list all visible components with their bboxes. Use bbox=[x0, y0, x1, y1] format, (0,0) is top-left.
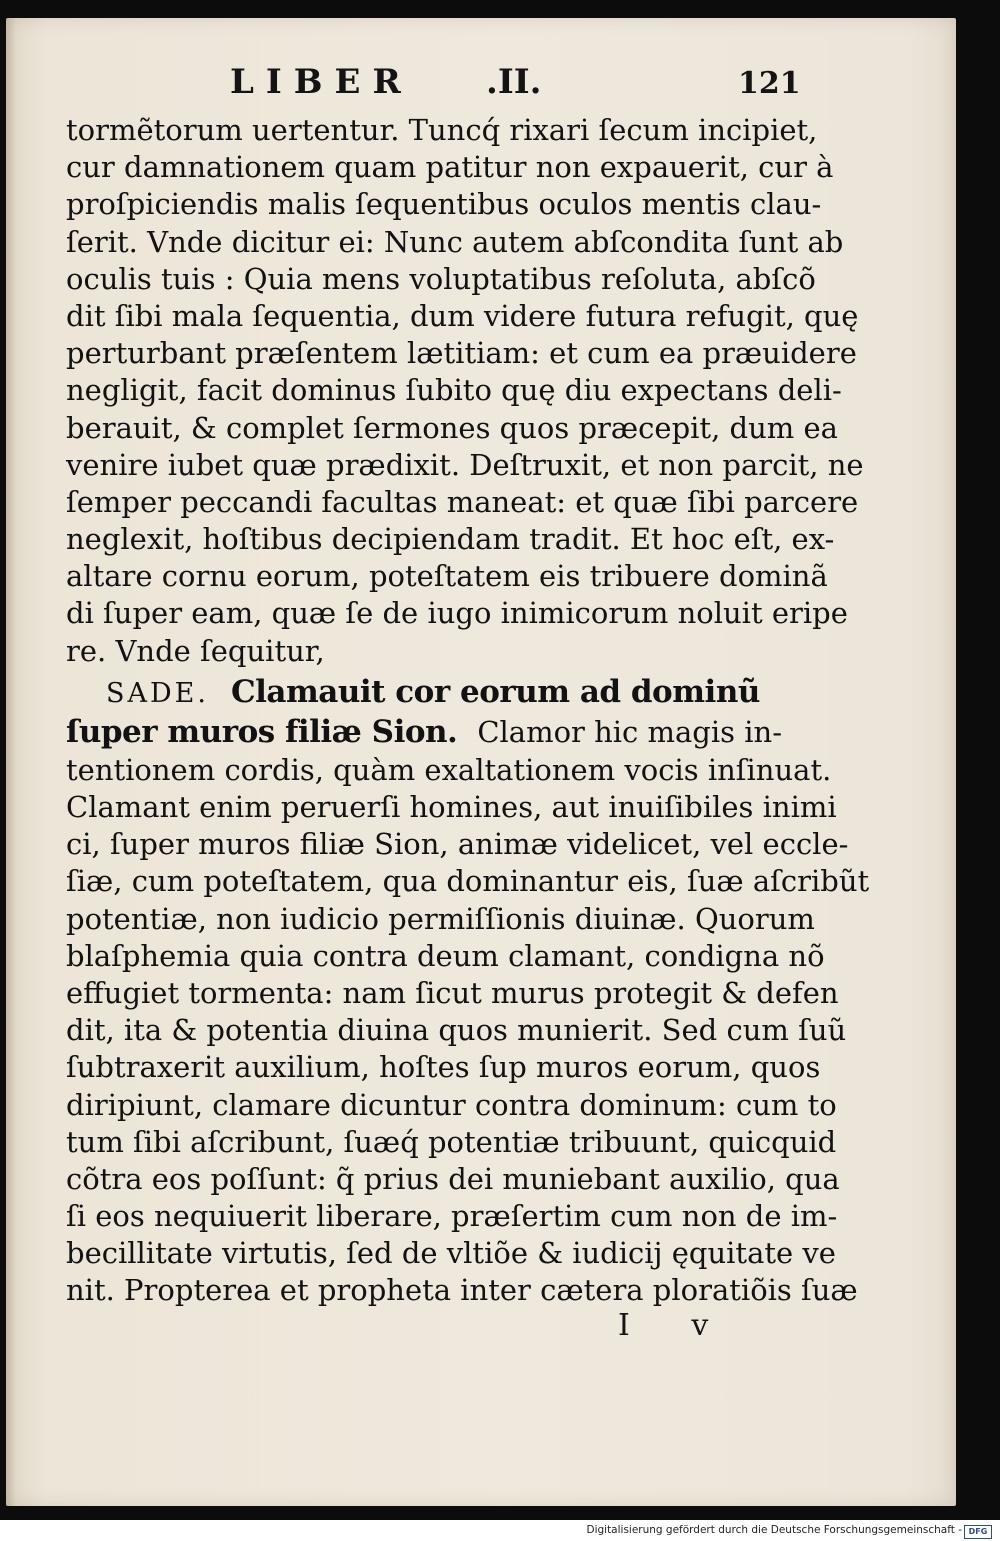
folio-number: 121 bbox=[738, 66, 801, 101]
running-head bbox=[0, 62, 1000, 102]
dfg-logo-icon[interactable]: DFG bbox=[964, 1525, 992, 1539]
text-line: ſubtraxerit auxilium, hoſtes ſup muros eorum, quos bbox=[66, 1050, 821, 1085]
text-line: proſpiciendis malis ſequentibus oculos mentis clau- bbox=[66, 187, 822, 222]
text-line: ci, ſuper muros filiæ Sion, animæ videlicet, vel eccle- bbox=[66, 827, 849, 862]
text-line: tentionem cordis, quàm exaltationem vocis inſinuat. bbox=[66, 752, 832, 787]
text-line: Clamor hic magis in- bbox=[477, 714, 782, 749]
verse-heading-2: ſuper muros filiæ Sion. bbox=[66, 713, 458, 750]
text-line: becillitate virtutis, ſed de vltiõe & iudicij ęquitate ve bbox=[66, 1236, 836, 1271]
running-head-book: .II. bbox=[486, 62, 542, 102]
text-line: blaſphemia quia contra deum clamant, condigna nõ bbox=[66, 938, 825, 973]
section-heading-continued bbox=[66, 712, 782, 752]
text-line: Clamant enim peruerſi homines, aut inuiſibiles inimi bbox=[66, 790, 837, 824]
text-line: ſemper peccandi facultas maneat: et quæ ſibi parcere bbox=[66, 484, 859, 519]
main-text bbox=[66, 112, 870, 1310]
text-line: dit, ita & potentia diuina quos munierit. Sed cum ſuũ bbox=[66, 1013, 847, 1048]
text-line: di ſuper eam, quæ ſe de iugo inimicorum noluit eripe bbox=[66, 596, 848, 631]
text-line: diripiunt, clamare dicuntur contra dominum: cum to bbox=[66, 1087, 837, 1122]
text-line: potentiæ, non iudicio permiſſionis diuinæ. Quorum bbox=[66, 901, 815, 936]
funding-credit: Digitalisierung gefördert durch die Deutsche Forschungsgemeinschaft - bbox=[586, 1524, 962, 1536]
verse-heading: Clamauit cor eorum ad dominũ bbox=[230, 673, 760, 710]
text-line: re. Vnde ſequitur, bbox=[66, 633, 325, 668]
running-head-title: LIBER bbox=[230, 62, 413, 102]
text-line: effugiet tormenta: nam ſicut murus protegit & defen bbox=[66, 975, 839, 1010]
text-line: ſi eos nequiuerit liberare, præſertim cum non de im- bbox=[66, 1199, 838, 1234]
text-line: perturbant præſentem lætitiam: et cum ea præuidere bbox=[66, 336, 857, 371]
section-heading bbox=[66, 672, 782, 712]
signature-mark: I v bbox=[618, 1308, 735, 1343]
section-label: SADE. bbox=[106, 677, 209, 709]
text-line: ſerit. Vnde dicitur ei: Nunc autem abſcondita ſunt ab bbox=[66, 224, 844, 259]
text-line: tum ſibi aſcribunt, ſuæq́ potentiæ tribuunt, quicquid bbox=[66, 1124, 837, 1159]
text-line: dit ſibi mala ſequentia, dum videre futura refugit, quę bbox=[66, 298, 859, 333]
digitization-footer bbox=[0, 1522, 1000, 1541]
text-line: altare cornu eorum, poteſtatem eis tribuere dominã bbox=[66, 559, 828, 594]
text-line: nit. Propterea et propheta inter cætera ploratiõis ſuæ bbox=[66, 1273, 858, 1308]
text-line: ſiæ, cum poteſtatem, qua dominantur eis, ſuæ aſcribũt bbox=[66, 864, 870, 899]
text-line: oculis tuis : Quia mens voluptatibus reſoluta, abſcõ bbox=[66, 261, 816, 296]
text-line: neglexit, hoſtibus decipiendam tradit. Et hoc eſt, ex- bbox=[66, 522, 835, 557]
text-line: negligit, facit dominus ſubito quę diu expectans deli- bbox=[66, 373, 842, 408]
text-line: berauit, & complet ſermones quos præcepit, dum ea bbox=[66, 410, 838, 445]
text-line: cõtra eos poſſunt: q̃ prius dei muniebant auxilio, qua bbox=[66, 1161, 840, 1196]
text-line: tormẽtorum uertentur. Tuncq́ rixari ſecum incipiet, bbox=[66, 113, 818, 147]
text-line: venire iubet quæ prædixit. Deſtruxit, et non parcit, ne bbox=[66, 447, 864, 482]
text-line: cur damnationem quam patitur non expauerit, cur à bbox=[66, 150, 834, 185]
